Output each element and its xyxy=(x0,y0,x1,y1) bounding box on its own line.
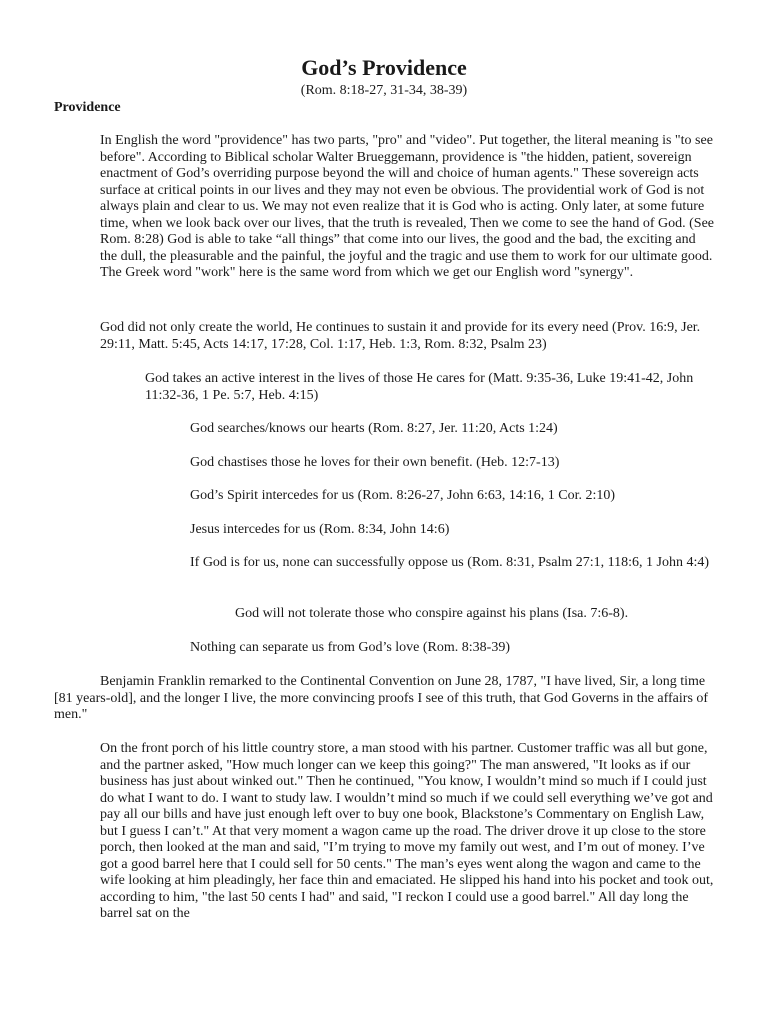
section-heading: Providence xyxy=(54,100,121,115)
story-paragraph: On the front porch of his little country store, a man stood with his partner. Customer traffic was all but gone, and the partner asked, "How much longer can we keep this going?" The man answered, "It looks as if our business has just about winked out." Then he continued, "You know, I wouldn’t mind so much if I could just do what I want to do. I want to study law. I wouldn’t mind so much if we could sell everything we’ve got and pay all our bills and have just enough left over to buy one book, Blackstone’s Commentary on English Law, but I guess I can’t." At that very moment a wagon came up the road. The driver drove it up close to the store porch, then looked at the man and said, "I’m trying to move my family out west, and I’m out of money. I’ve got a good barrel here that I could sell for 50 cents." The man’s eyes went along the wagon and came to the wife looking at him pleadingly, her face thin and emaciated. He slipped his hand into his pocket and took out, according to him, "the last 50 cents I had" and said, "I reckon I could use a good barrel." All day long the barrel sat on the xyxy=(100,741,714,921)
sustain-paragraph: God did not only create the world, He continues to sustain it and provide for its every need (Prov. 16:9, Jer. 29:11, Matt. 5:45, Acts 14:17, 17:28, Col. 1:17, Heb. 1:3, Rom. 8:32, Psalm 23) xyxy=(100,320,701,352)
list-item: God will not tolerate those who conspire against his plans (Isa. 7:6-8). xyxy=(235,606,629,621)
list-item: God chastises those he loves for their own benefit. (Heb. 12:7-13) xyxy=(190,455,560,470)
list-item: Jesus intercedes for us (Rom. 8:34, John 14:6) xyxy=(190,522,450,537)
document-title: God’s Providence xyxy=(301,55,467,80)
franklin-paragraph: Benjamin Franklin remarked to the Continental Convention on June 28, 1787, "I have lived, Sir, a long time [81 years-old], and the longer I live, the more convincing proofs I see of this truth, that God Governs in the affairs of men." xyxy=(54,674,709,722)
intro-paragraph: In English the word "providence" has two parts, "pro" and "video". Put together, the literal meaning is "to see before". According to Biblical scholar Walter Brueggemann, providence is "the hidden, patient, sovereign enactment of God’s overriding purpose beyond the will and choice of human agents." These sovereign acts surface at critical points in our lives and they may not even be obvious. The providential work of God is not always plain and clear to us. We may not even realize that it is God who is acting. Only later, at some future time, when we look back over our lives, that the truth is revealed, Then we come to see the hand of God. (See Rom. 8:28) God is able to take “all things” that come into our lives, the good and the bad, the exciting and the dull, the pleasurable and the painful, the joyful and the tragic and use them to work for our ultimate good. The Greek word "work" here is the same word from which we get our English word "synergy". xyxy=(100,133,714,280)
list-item: God searches/knows our hearts (Rom. 8:27, Jer. 11:20, Acts 1:24) xyxy=(190,421,558,436)
list-item: Nothing can separate us from God’s love (Rom. 8:38-39) xyxy=(190,640,510,655)
list-item: God’s Spirit intercedes for us (Rom. 8:26-27, John 6:63, 14:16, 1 Cor. 2:10) xyxy=(190,488,616,503)
list-item: If God is for us, none can successfully oppose us (Rom. 8:31, Psalm 27:1, 118:6, 1 John 4:4) xyxy=(190,555,709,570)
list-item: God takes an active interest in the lives of those He cares for (Matt. 9:35-36, Luke 19:41-42, John 11:32-36, 1 Pe. 5:7, Heb. 4:15) xyxy=(145,371,694,403)
scripture-reference: (Rom. 8:18-27, 31-34, 38-39) xyxy=(300,83,468,98)
